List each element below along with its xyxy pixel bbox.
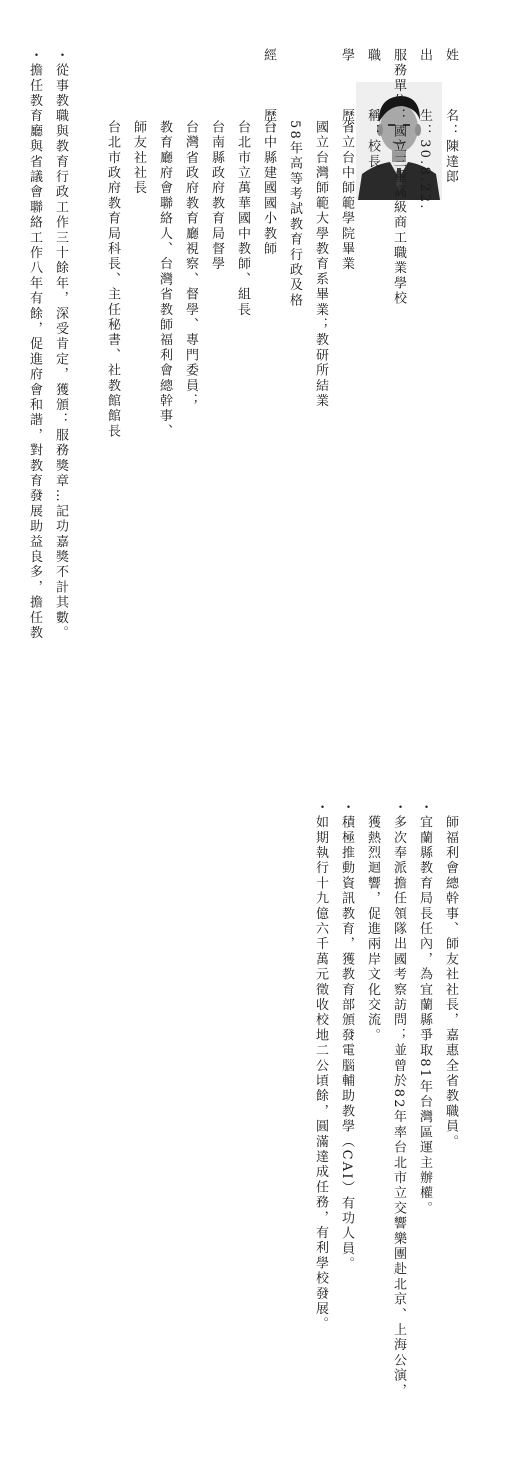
unit-line: 服務單位：國立三重高級商工職業學校	[391, 48, 406, 307]
birth-line: 出 生：30.8.22.	[417, 48, 432, 211]
experience-item: 台南縣政府教育局督學	[209, 120, 224, 272]
experience-item: 教育廳府會聯絡人、台灣省教師福利會總幹事、	[157, 120, 172, 440]
experience-item: 台灣省政府教育廳視察、督學、專門委員；	[183, 120, 198, 409]
experience-label: 經 歷：	[261, 48, 276, 140]
experience-item: 台北市政府教育局科長、主任秘書、社教館館長	[105, 120, 120, 440]
experience-item: 台北市立萬華國中教師、組長	[235, 120, 250, 318]
experience-item: 台中縣建國國小教師	[261, 120, 276, 257]
title-line: 職 稱：校長	[365, 48, 380, 170]
achievement-item: 獲熱烈迴響，促進兩岸文化交流。	[365, 800, 380, 1044]
education-item: 省立台中師範學院畢業	[339, 120, 354, 272]
achievement-item: ・擔任教育廳與省議會聯絡工作八年有餘，促進府會和諧，對教育發展助益良多，擔任教	[27, 48, 42, 641]
education-label: 學 歷：	[339, 48, 354, 140]
achievement-item: ・宜蘭縣教育局長任內，為宜蘭縣爭取81年台灣區運主辦權。	[417, 800, 432, 1217]
achievement-item: ・積極推動資訊教育，獲教育部頒發電腦輔助教學（CAI）有功人員。	[339, 800, 354, 1272]
experience-item: 師友社社長	[131, 120, 146, 196]
achievement-item: ・多次奉派擔任領隊出國考察訪問；並曾於82年率台北市立交響樂團赴北京、上海公演，	[391, 800, 406, 1399]
achievement-item: ・從事教職與教育行政工作三十餘年，深受肯定，獲頒：服務獎章…記功嘉獎不計其數。	[53, 48, 68, 641]
education-item: 國立台灣師範大學教育系畢業；教研所結業	[313, 120, 328, 409]
achievement-item: 師福利會總幹事、師友社社長，嘉惠全省教職員。	[443, 800, 458, 1150]
education-item: 58年高等考試教育行政及格	[287, 120, 302, 309]
achievement-item: ・如期執行十九億六千萬元徵收校地二公頃餘，圓滿達成任務，有利學校發展。	[313, 800, 328, 1332]
name-line: 姓 名：陳達郎	[443, 48, 458, 185]
